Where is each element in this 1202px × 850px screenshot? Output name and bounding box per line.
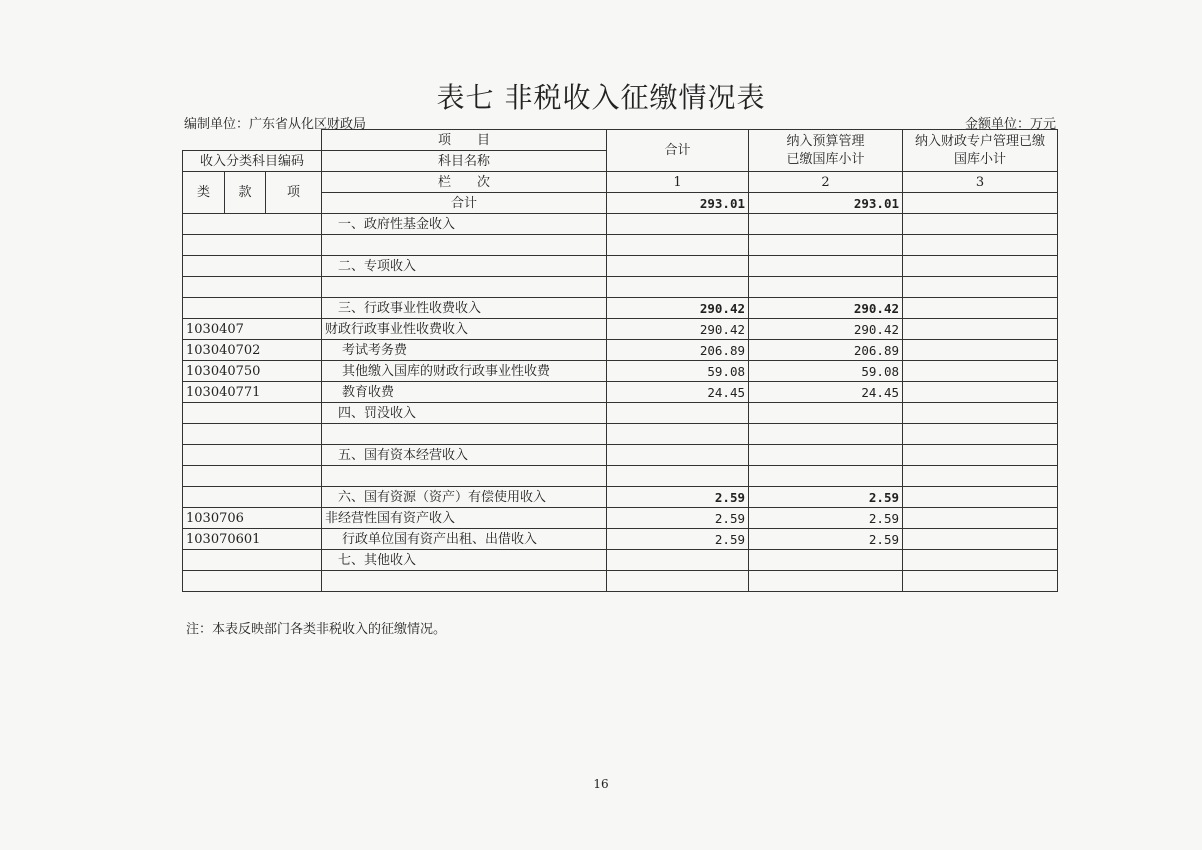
non-tax-revenue-table (182, 129, 1058, 592)
row-value-3 (903, 466, 1058, 487)
row-code (183, 550, 322, 571)
row-value-3 (903, 319, 1058, 340)
row-value-1 (607, 214, 749, 235)
row-value-3 (903, 445, 1058, 466)
row-code (183, 487, 322, 508)
table-row (183, 529, 1058, 550)
row-name: 四、罚没收入 (322, 403, 607, 424)
row-code (183, 466, 322, 487)
row-value-2 (749, 256, 903, 277)
row-value-2 (749, 550, 903, 571)
row-value-3 (903, 403, 1058, 424)
row-name: 非经营性国有资产收入 (322, 508, 607, 529)
row-code (183, 424, 322, 445)
row-value-3 (903, 487, 1058, 508)
row-name: 七、其他收入 (322, 550, 607, 571)
row-value-1 (607, 571, 749, 592)
row-value-1: 2.59 (607, 508, 749, 529)
row-code (183, 277, 322, 298)
table-row (183, 235, 1058, 256)
header-lanci: 栏 次 (322, 172, 607, 193)
table-row (183, 361, 1058, 382)
header-col2-line1: 纳入预算管理 (786, 133, 865, 149)
row-value-1: 293.01 (607, 193, 749, 214)
row-code (183, 298, 322, 319)
row-name: 二、专项收入 (322, 256, 607, 277)
row-value-3 (903, 214, 1058, 235)
table-row (183, 445, 1058, 466)
table-row (183, 382, 1058, 403)
page-number: 16 (593, 777, 609, 791)
table-row (183, 214, 1058, 235)
table-row (183, 466, 1058, 487)
header-col2 (749, 130, 903, 172)
row-value-2: 2.59 (749, 529, 903, 550)
table-row (183, 277, 1058, 298)
row-value-3 (903, 424, 1058, 445)
table-note: 注：本表反映部门各类非税收入的征缴情况。 (186, 622, 447, 637)
compiling-unit: 编制单位：广东省从化区财政局 (184, 117, 367, 132)
row-value-2 (749, 214, 903, 235)
row-value-3 (903, 235, 1058, 256)
row-value-2 (749, 277, 903, 298)
header-col2-line2: 已缴国库小计 (786, 151, 865, 167)
table-row (183, 487, 1058, 508)
table-row (183, 508, 1058, 529)
header-name: 科目名称 (322, 151, 607, 172)
row-value-3 (903, 340, 1058, 361)
row-code: 103040702 (183, 340, 322, 361)
row-code (183, 235, 322, 256)
row-value-2: 24.45 (749, 382, 903, 403)
table-row (183, 340, 1058, 361)
row-value-1: 2.59 (607, 529, 749, 550)
row-value-1 (607, 256, 749, 277)
row-value-3 (903, 550, 1058, 571)
row-value-3 (903, 529, 1058, 550)
header-col3-line2: 国库小计 (954, 151, 1007, 167)
row-value-3 (903, 298, 1058, 319)
row-name (322, 277, 607, 298)
page-title: 表七 非税收入征缴情况表 (436, 81, 766, 114)
row-code: 1030706 (183, 508, 322, 529)
row-value-2: 2.59 (749, 487, 903, 508)
row-value-2 (749, 235, 903, 256)
row-name: 行政单位国有资产出租、出借收入 (322, 529, 607, 550)
table-row (183, 319, 1058, 340)
header-n1: 1 (607, 172, 749, 193)
row-value-1 (607, 403, 749, 424)
row-code (183, 445, 322, 466)
row-value-1 (607, 466, 749, 487)
row-code (183, 256, 322, 277)
row-name: 一、政府性基金收入 (322, 214, 607, 235)
row-value-2 (749, 445, 903, 466)
row-value-2: 293.01 (749, 193, 903, 214)
row-value-2: 59.08 (749, 361, 903, 382)
header-code-group: 收入分类科目编码 (183, 151, 322, 172)
row-value-1 (607, 424, 749, 445)
row-code: 103040750 (183, 361, 322, 382)
header-n2: 2 (749, 172, 903, 193)
row-name (322, 571, 607, 592)
row-name (322, 424, 607, 445)
row-value-3 (903, 256, 1058, 277)
row-code (183, 214, 322, 235)
row-value-1 (607, 550, 749, 571)
row-value-1: 290.42 (607, 319, 749, 340)
row-value-1: 2.59 (607, 487, 749, 508)
row-value-1: 59.08 (607, 361, 749, 382)
header-kuan: 款 (225, 172, 266, 214)
row-value-2: 290.42 (749, 298, 903, 319)
row-value-1: 24.45 (607, 382, 749, 403)
row-name: 合计 (322, 193, 607, 214)
row-name: 教育收费 (322, 382, 607, 403)
header-xiang: 项 (266, 172, 322, 214)
table-row (183, 550, 1058, 571)
row-value-1 (607, 445, 749, 466)
table-row (183, 571, 1058, 592)
row-name (322, 466, 607, 487)
row-value-2 (749, 424, 903, 445)
row-value-3 (903, 571, 1058, 592)
row-code (183, 571, 322, 592)
amount-unit: 金额单位：万元 (964, 117, 1056, 132)
row-value-3 (903, 361, 1058, 382)
header-blank (183, 130, 322, 151)
row-value-3 (903, 193, 1058, 214)
table-row (183, 298, 1058, 319)
row-value-1 (607, 277, 749, 298)
row-value-2: 290.42 (749, 319, 903, 340)
table-row (183, 424, 1058, 445)
row-name: 其他缴入国库的财政行政事业性收费 (322, 361, 607, 382)
row-value-1: 206.89 (607, 340, 749, 361)
row-name: 三、行政事业性收费收入 (322, 298, 607, 319)
header-n3: 3 (903, 172, 1058, 193)
table-row (183, 256, 1058, 277)
row-value-3 (903, 277, 1058, 298)
row-code: 1030407 (183, 319, 322, 340)
header-col3-line1: 纳入财政专户管理已缴 (915, 133, 1046, 149)
row-value-2 (749, 466, 903, 487)
row-name: 财政行政事业性收费收入 (322, 319, 607, 340)
row-value-1 (607, 235, 749, 256)
header-total: 合计 (607, 130, 749, 172)
row-code: 103070601 (183, 529, 322, 550)
row-value-2 (749, 571, 903, 592)
row-value-2: 2.59 (749, 508, 903, 529)
row-name: 考试考务费 (322, 340, 607, 361)
header-item: 项 目 (322, 130, 607, 151)
header-lei: 类 (183, 172, 225, 214)
row-code (183, 403, 322, 424)
row-name: 六、国有资源（资产）有偿使用收入 (322, 487, 607, 508)
row-name (322, 235, 607, 256)
row-code: 103040771 (183, 382, 322, 403)
row-value-2 (749, 403, 903, 424)
row-value-1: 290.42 (607, 298, 749, 319)
row-value-3 (903, 382, 1058, 403)
row-value-2: 206.89 (749, 340, 903, 361)
header-col3 (903, 130, 1058, 172)
table-row (183, 403, 1058, 424)
row-name: 五、国有资本经营收入 (322, 445, 607, 466)
row-value-3 (903, 508, 1058, 529)
